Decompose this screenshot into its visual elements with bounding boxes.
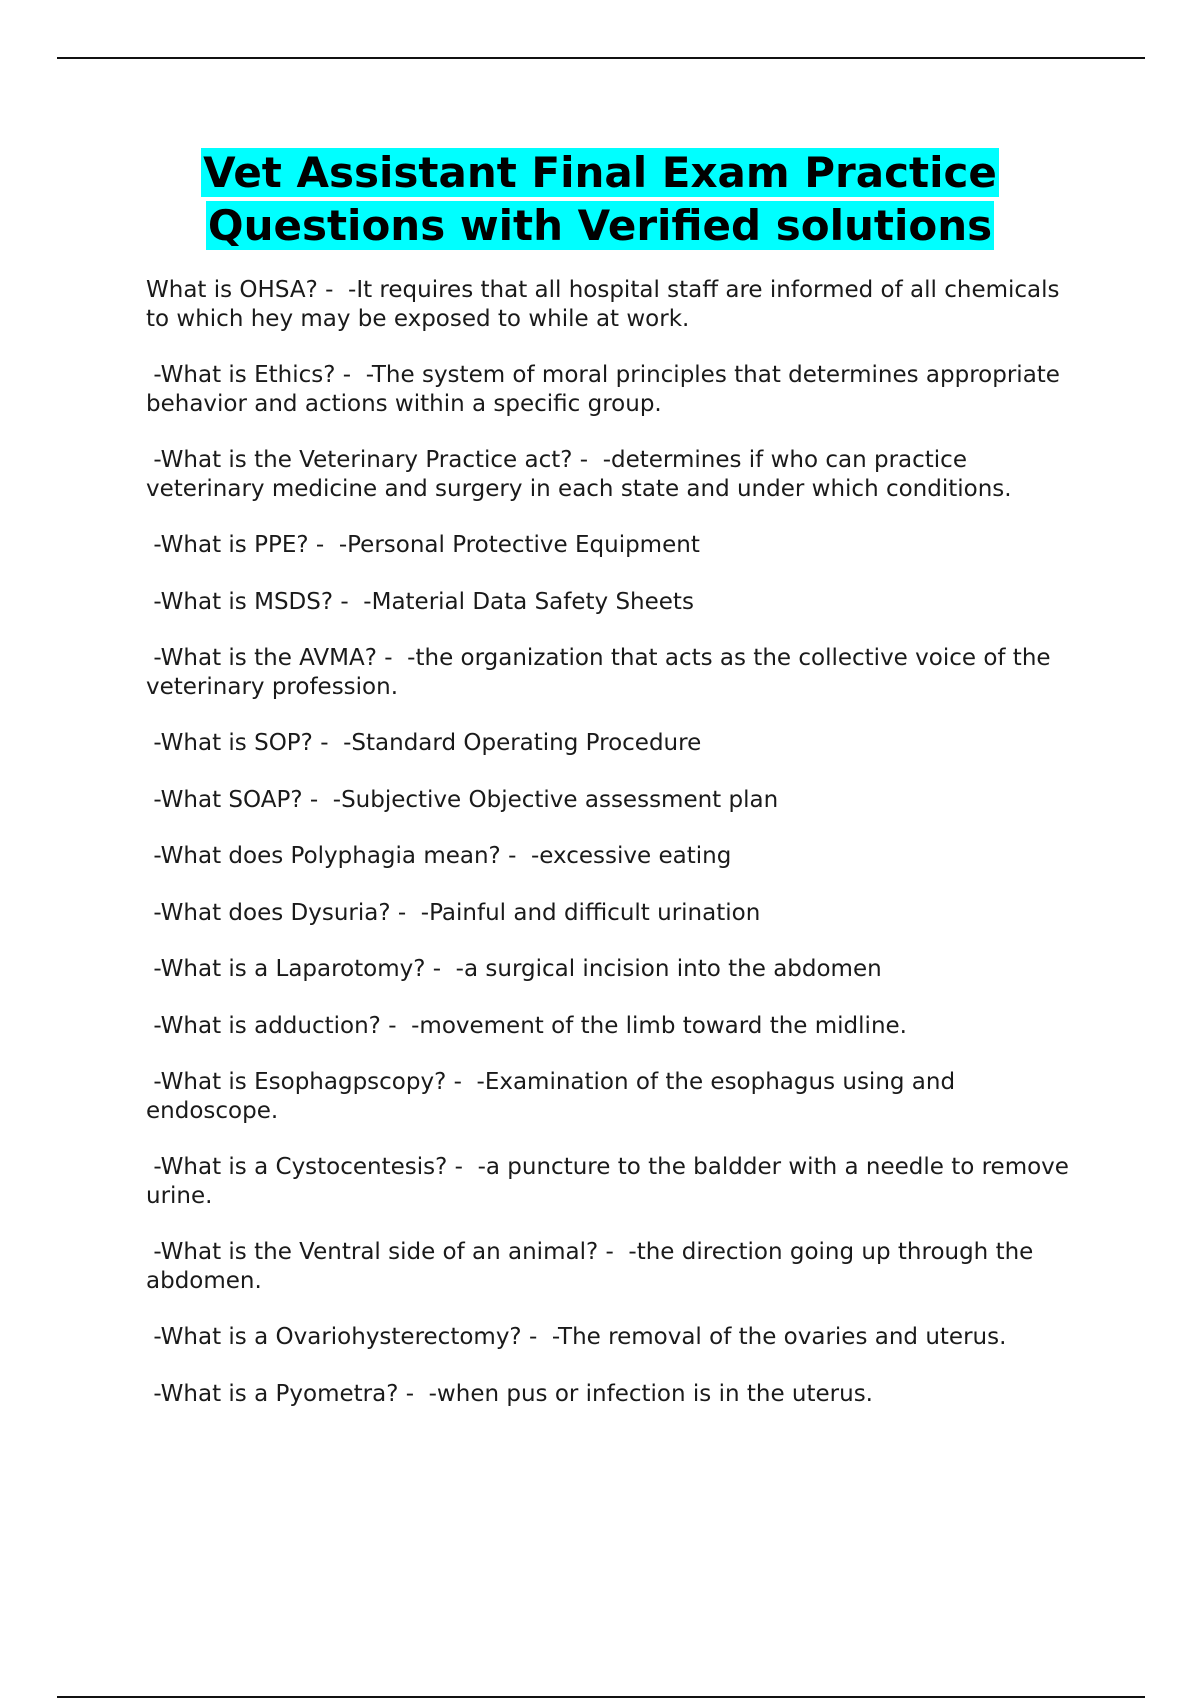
qa-item-ventral-side: -What is the Ventral side of an animal? - -the direction going up through the abdomen. [146, 1239, 1041, 1294]
qa-item-dysuria: -What does Dysuria? - -Painful and difficult urination [146, 899, 761, 926]
qa-item-polyphagia: -What does Polyphagia mean? - -excessive eating [146, 843, 732, 869]
qa-item-esophagoscopy: -What is Esophagpscopy? - -Examination of the esophagus using and endoscope. [146, 1069, 963, 1124]
title-line-2: Questions with Verified solutions [207, 201, 993, 250]
bottom-rule [57, 1696, 1145, 1698]
qa-item-ohsa: What is OHSA? - -It requires that all hospital staff are informed of all chemicals to which hey may be exposed to while at work. [146, 277, 1067, 332]
qa-item-ppe: -What is PPE? - -Personal Protective Equipment [146, 532, 700, 558]
qa-item-adduction: -What is adduction? - -movement of the limb toward the midline. [146, 1012, 907, 1039]
qa-item-practice-act: -What is the Veterinary Practice act? - -determines if who can practice veterinary medicine and surgery in each state and under which conditions. [146, 447, 1012, 502]
qa-item-ethics: -What is Ethics? - -The system of moral principles that determines appropriate behavior and actions within a specific group. [146, 362, 1068, 417]
qa-item-ovariohysterectomy: -What is a Ovariohysterectomy? - -The removal of the ovaries and uterus. [146, 1324, 1007, 1350]
document-title [0, 146, 1200, 252]
qa-item-pyometra: -What is a Pyometra? - -when pus or infection is in the uterus. [146, 1380, 873, 1407]
qa-list [146, 276, 1086, 1436]
qa-item-cystocentesis: -What is a Cystocentesis? - -a puncture to the baldder with a needle to remove urine. [146, 1154, 1077, 1209]
qa-item-msds: -What is MSDS? - -Material Data Safety Sheets [146, 588, 694, 615]
qa-item-sop: -What is SOP? - -Standard Operating Procedure [146, 730, 702, 756]
top-rule [57, 57, 1145, 59]
title-line-1: Vet Assistant Final Exam Practice [203, 148, 997, 197]
qa-item-soap: -What SOAP? - -Subjective Objective assessment plan [146, 786, 779, 813]
qa-item-avma: -What is the AVMA? - -the organization that acts as the collective voice of the veterinary profession. [146, 645, 1058, 700]
qa-item-laparotomy: -What is a Laparotomy? - -a surgical incision into the abdomen [146, 956, 882, 982]
